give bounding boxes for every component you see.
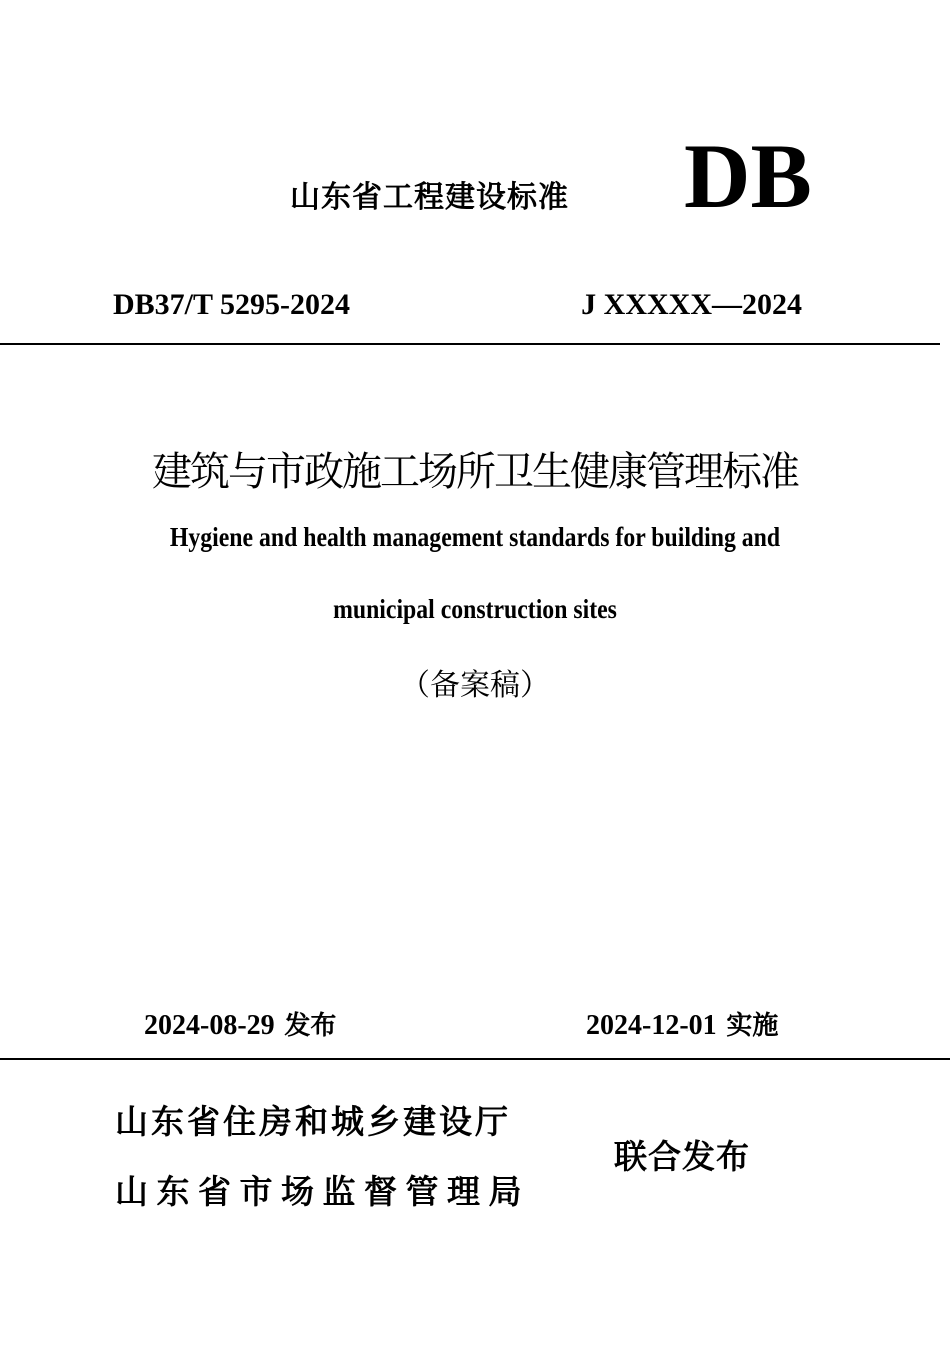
db-mark: DB — [684, 125, 812, 227]
bottom-divider — [0, 1058, 950, 1060]
record-number: J XXXXX—2024 — [581, 288, 802, 321]
issuer-market-supervision-bureau: 山东省市场监督管理局 — [115, 1172, 530, 1211]
issuer-housing-department: 山东省住房和城乡建设厅 — [115, 1102, 511, 1141]
issue-date-label: 发布 — [284, 1011, 337, 1041]
title-english-line-1: Hygiene and health management standards for building and — [169, 522, 781, 552]
top-divider — [0, 343, 940, 345]
issue-date-value: 2024-08-29 — [144, 1010, 275, 1041]
standard-number: DB37/T 5295-2024 — [113, 288, 350, 321]
issue-date — [144, 1005, 336, 1042]
joint-issue-label: 联合发布 — [614, 1137, 750, 1176]
standard-series-label: 山东省工程建设标准 — [290, 180, 569, 215]
title-english-line-2: municipal construction sites — [333, 594, 617, 624]
draft-note: （备案稿） — [400, 668, 550, 703]
implementation-date-label: 实施 — [726, 1011, 779, 1041]
implementation-date — [586, 1005, 778, 1042]
implementation-date-value: 2024-12-01 — [586, 1010, 717, 1041]
title-chinese: 建筑与市政施工场所卫生健康管理标准 — [152, 449, 798, 495]
